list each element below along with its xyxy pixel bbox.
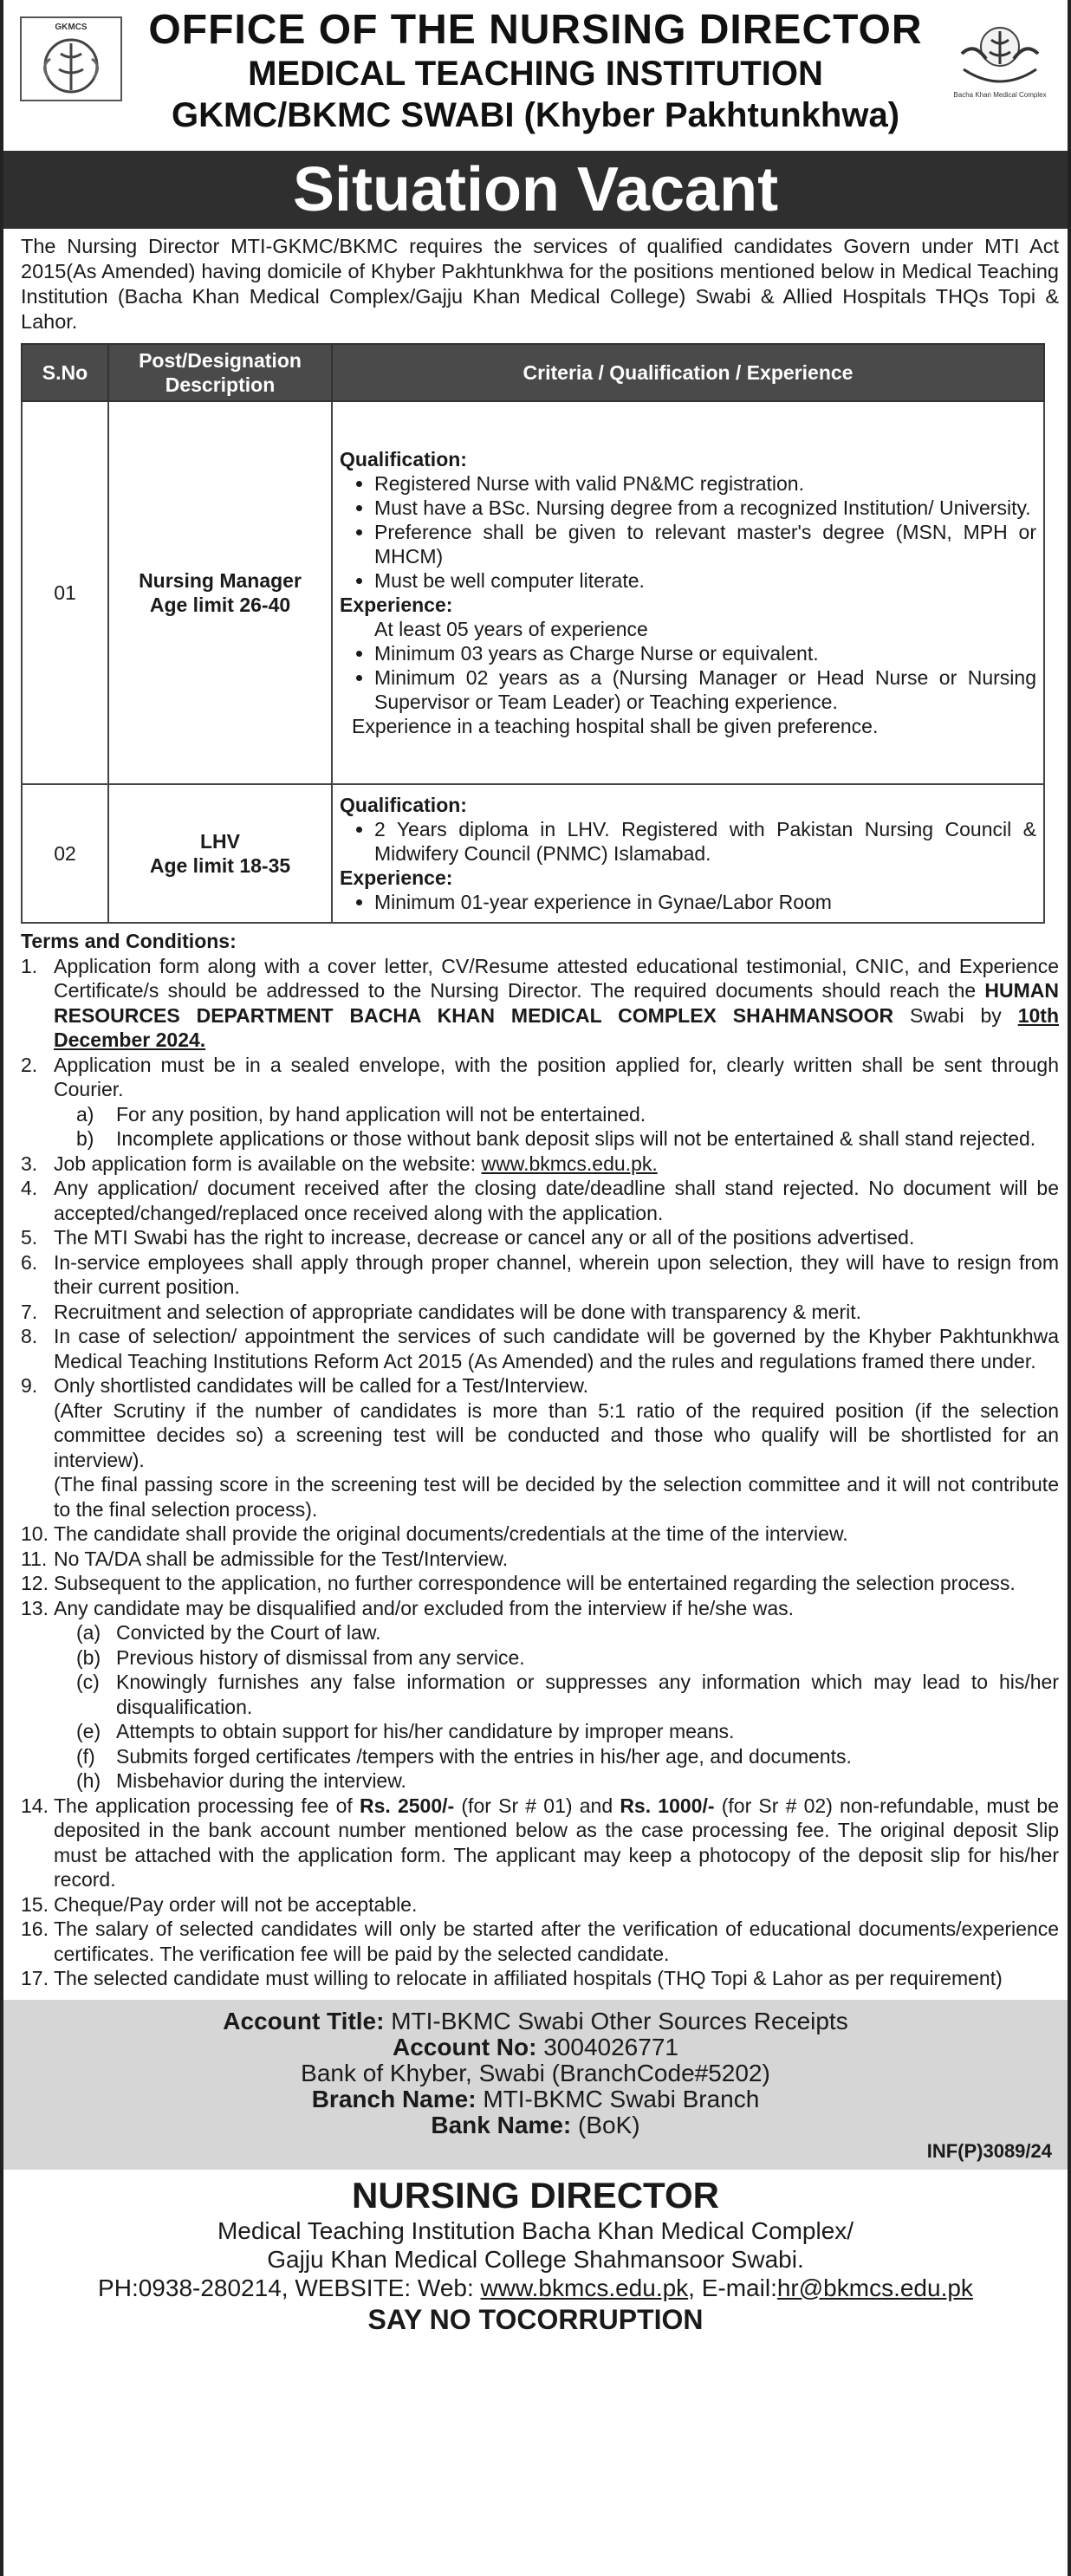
footer-contact: PH:0938-280214, WEBSITE: Web: www.bkmcs.edu.pk, E-mail:hr@bkmcs.edu.pk [98, 2274, 973, 2301]
term-13: 13. Any candidate may be disqualified and/or excluded from the interview if he/she was. [21, 1596, 795, 1619]
term-4: 4. Any application/ document received after the closing date/deadline shall stand rejected. No document will be accepted/changed/replaced once received along with the application. [21, 1177, 1059, 1224]
situation-vacant-banner: Situation Vacant [3, 151, 1068, 229]
anti-corruption-slogan: SAY NO TOCORRUPTION [367, 2303, 704, 2335]
account-title-value: MTI-BKMC Swabi Other Sources Receipts [391, 2007, 848, 2034]
experience-label: Experience: [340, 594, 453, 616]
list-item: • Minimum 02 years as a (Nursing Manager or Head Nurse or Nursing Supervisor or Team Leader) or Teaching experience. [374, 665, 1036, 714]
term-16: 16. The salary of selected candidates will only be started after the verification of educational documents/experience certificates. The verification fee will be paid by the selected candidate. [21, 1917, 1059, 1965]
terms-section [3, 924, 1068, 1991]
email-link[interactable]: hr@bkmcs.edu.pk [776, 2274, 973, 2301]
list-item: • Preference shall be given to relevant master's degree (MSN, MPH or MHCM) [374, 520, 1036, 568]
table-row [22, 401, 1044, 784]
account-no-label: Account No: [393, 2033, 537, 2060]
sub-item: (b) Previous history of dismissal from any service. [76, 1645, 525, 1669]
location-title: GKMC/BKMC SWABI (Khyber Pakhtunkhwa) [171, 96, 900, 134]
term-3: 3. Job application form is available on the website: www.bkmcs.edu.pk. [21, 1152, 658, 1175]
website-link[interactable]: www.bkmcs.edu.pk [480, 2274, 689, 2301]
bank-line: Bank of Khyber, Swabi (BranchCode#5202) [301, 2059, 770, 2086]
term-17: 17. The selected candidate must willing to relocate in affiliated hospitals (THQ Topi & Lahor as per requirement) [21, 1967, 1003, 1989]
post-name: LHV [200, 830, 240, 853]
header-sno: S.No [22, 344, 108, 401]
sub-item: (e) Attempts to obtain support for his/her candidature by improper means. [76, 1720, 735, 1742]
experience-list [340, 890, 1036, 914]
term-5: 5. The MTI Swabi has the right to increase, decrease or cancel any or all of the positions advertised. [21, 1226, 915, 1249]
experience-list [340, 641, 1036, 714]
term-text: Application must be in a sealed envelope, with the position applied for, clearly written shall be sent through Courier. [54, 1053, 1059, 1100]
experience-intro: At least 05 years of experience [374, 618, 648, 640]
branch-name-value: MTI-BKMC Swabi Branch [483, 2085, 760, 2112]
fee-1: Rs. 2500/- [359, 1794, 455, 1817]
branch-name-label: Branch Name: [311, 2085, 477, 2112]
fee-2: Rs. 1000/- [620, 1794, 715, 1817]
list-item: • Must be well computer literate. [374, 568, 1036, 593]
term-2: 2. Application must be in a sealed envelope, with the position applied for, clearly written shall be sent through Courier. [21, 1053, 1059, 1100]
term-9-paragraph: (The final passing score in the screening test will be decided by the selection committee and it will not contribute to the final selection process). [54, 1473, 1059, 1521]
term-7: 7. Recruitment and selection of appropriate candidates will be done with transparency & merit. [21, 1300, 861, 1323]
list-item: • Minimum 01-year experience in Gynae/Labor Room [374, 890, 1036, 914]
table-header-row [22, 344, 1044, 401]
account-no-value: 3004026771 [543, 2033, 678, 2060]
list-item: • Minimum 03 years as Charge Nurse or equivalent. [374, 641, 1036, 665]
qualification-label: Qualification: [340, 448, 467, 470]
header-criteria: Criteria / Qualification / Experience [332, 344, 1044, 401]
term-10: 10. The candidate shall provide the original documents/credentials at the time of the interview. [21, 1522, 848, 1545]
term-text: Application form along with a cover letter, CV/Resume attested educational testimonial, CNIC, and Experience Certificate/s should be addressed to the Nursing Director. The required documents should reach the [54, 954, 1059, 1002]
qualification-label: Qualification: [340, 794, 467, 816]
sub-item: a) For any position, by hand application will not be entertained. [76, 1102, 646, 1126]
table-row [22, 784, 1044, 923]
footer-address-2: Gajju Khan Medical College Shahmansoor Swabi. [267, 2245, 804, 2273]
qualification-list [340, 817, 1036, 866]
term-6: 6. In-service employees shall apply through proper channel, wherein upon selection, they will have to resign from their current position. [21, 1250, 1059, 1298]
vacancy-table [21, 343, 1045, 924]
svg-text:Bacha Khan Medical Complex: Bacha Khan Medical Complex [953, 91, 1047, 99]
terms-title: Terms and Conditions: [21, 930, 237, 952]
post-age: Age limit 18-35 [149, 854, 291, 877]
bank-name-value: (BoK) [578, 2111, 640, 2138]
row-post [108, 401, 332, 784]
header-post: Post/Designation Description [108, 344, 332, 401]
gkmcs-logo-icon [19, 16, 123, 102]
post-name: Nursing Manager [139, 569, 302, 592]
term-9: 9. Only shortlisted candidates will be called for a Test/Interview. (After Scrutiny if the number of candidates is more than 5:1 ratio of the required position (if the selection committee decides so) a screening test will be conducted and those who qualify will be shortlisted for an interview). (The final passing score in the screening test will be decided by the selection committee and it will not contribute to the final selection process). [21, 1374, 1059, 1521]
qualification-list [340, 471, 1036, 593]
institution-title: MEDICAL TEACHING INSTITUTION [248, 55, 823, 93]
website-link[interactable]: www.bkmcs.edu.pk. [481, 1152, 658, 1175]
experience-label: Experience: [340, 866, 453, 889]
row-criteria [332, 784, 1044, 923]
row-sno: 02 [22, 784, 108, 923]
list-item: • Must have a BSc. Nursing degree from a recognized Institution/ University. [374, 496, 1036, 520]
row-criteria [332, 401, 1044, 784]
term-9-paragraph: (After Scrutiny if the number of candidates is more than 5:1 ratio of the required position (if the selection committee decides so) a screening test will be conducted and those who qualify will be shortlisted for an interview). [54, 1398, 1059, 1471]
account-title-label: Account Title: [223, 2007, 385, 2034]
inf-reference: INF(P)3089/24 [926, 2139, 1052, 2162]
sub-item: (h) Misbehavior during the interview. [76, 1769, 406, 1792]
header [3, 0, 1068, 147]
term-1: 1. Application form along with a cover letter, CV/Resume attested educational testimonial, CNIC, and Experience Certificate/s should be addressed to the Nursing Director. The required documents should reach the HUMAN RESOURCES DEPARTMENT BACHA KHAN MEDICAL COMPLEX SHAHMANSOOR Swabi by 10th December 2024. [21, 954, 1059, 1051]
nursing-director-title: NURSING DIRECTOR [352, 2174, 719, 2216]
term-11: 11. No TA/DA shall be admissible for the Test/Interview. [21, 1547, 509, 1570]
sub-item: (a) Convicted by the Court of law. [76, 1621, 381, 1644]
bkmc-logo-icon [948, 16, 1052, 102]
footer-address-1: Medical Teaching Institution Bacha Khan Medical Complex/ [217, 2216, 854, 2244]
closing-date: 10th December 2024. [54, 1003, 1059, 1051]
list-item: • 2 Years diploma in LHV. Registered with Pakistan Nursing Council & Midwifery Council (PNMC) Islamabad. [374, 817, 1036, 866]
row-sno: 01 [22, 401, 108, 784]
post-age: Age limit 26-40 [149, 594, 291, 616]
sub-item: (f) Submits forged certificates /tempers with the entries in his/her age, and documents. [76, 1744, 852, 1768]
office-title: OFFICE OF THE NURSING DIRECTOR [148, 7, 923, 53]
intro-paragraph: The Nursing Director MTI-GKMC/BKMC requires the services of qualified candidates Govern under MTI Act 2015(As Amended) having domicile of Khyber Pakhtunkhwa for the positions mentioned below in Medical Teaching Institution (Bacha Khan Medical Complex/Gajju Khan Medical College) Swabi & Allied Hospitals THQs Topi & Lahor. [21, 235, 1059, 333]
bank-name-label: Bank Name: [431, 2111, 572, 2138]
term-14: 14. The application processing fee of Rs. 2500/- (for Sr # 01) and Rs. 1000/- (for Sr # 02) non-refundable, must be deposited in the bank account number mentioned below as the case processing fee. The original deposit Slip must be attached with the application form. The applicant may keep a photocopy of the deposit slip for his/her record. [21, 1794, 1060, 1891]
sub-item: b) Incomplete applications or those without bank deposit slips will not be entertained & shall stand rejected. [76, 1127, 1036, 1150]
list-item: • Registered Nurse with valid PN&MC registration. [374, 471, 1036, 496]
term-text: Job application form is available on the website: [54, 1152, 482, 1175]
footer [3, 2175, 1068, 2337]
term-8: 8. In case of selection/ appointment the services of such candidate will be governed by the Khyber Pakhtunkhwa Medical Teaching Institutions Reform Act 2015 (As Amended) and the rules and regulations framed there under. [21, 1325, 1059, 1372]
experience-preference: Experience in a teaching hospital shall be given preference. [352, 715, 879, 737]
sub-item: (c) Knowingly furnishes any false information or suppresses any information which may lead to his/her disqualification. [76, 1671, 1059, 1718]
row-post [108, 784, 332, 923]
account-details [3, 2000, 1068, 2170]
hr-department: HUMAN RESOURCES DEPARTMENT BACHA KHAN MEDICAL COMPLEX SHAHMANSOOR [54, 979, 1059, 1027]
term-15: 15. Cheque/Pay order will not be acceptable. [21, 1892, 418, 1916]
svg-text:GKMCS: GKMCS [55, 23, 88, 32]
term-12: 12. Subsequent to the application, no further correspondence will be entertained regarding the selection process. [21, 1572, 1016, 1594]
term-text: Swabi by [893, 1003, 1018, 1027]
